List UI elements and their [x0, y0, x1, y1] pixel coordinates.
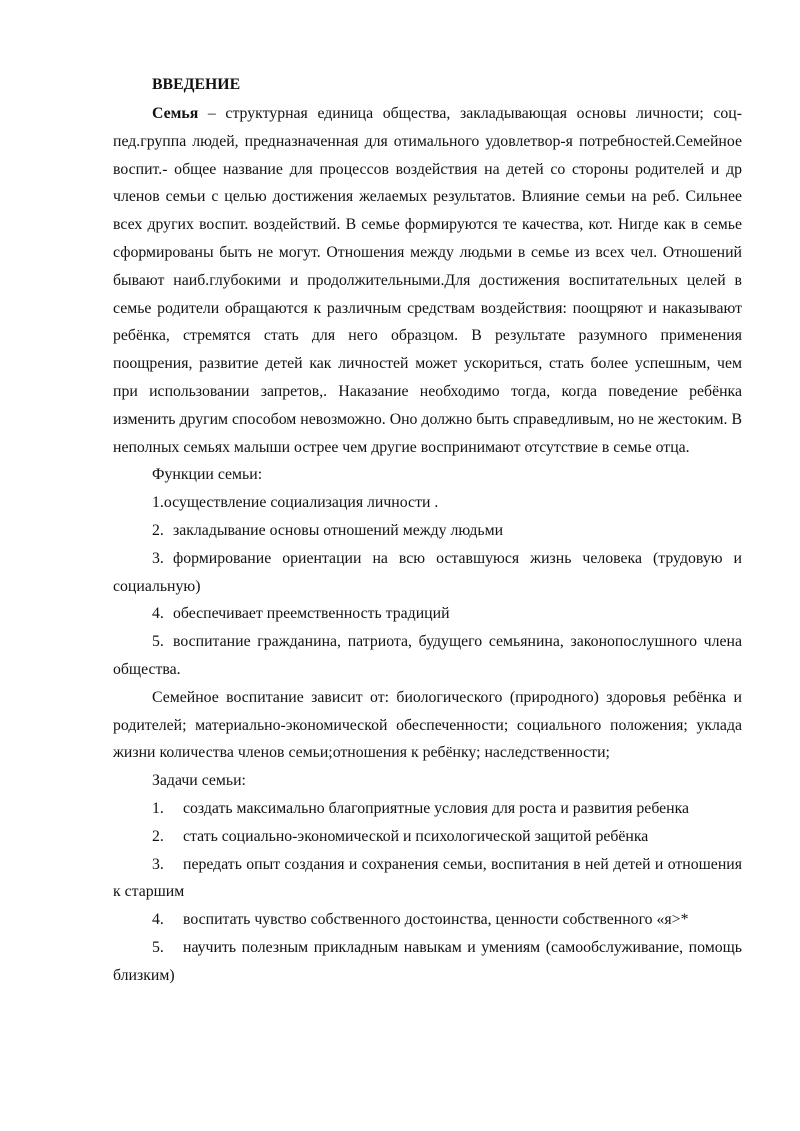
- tasks-item-number: 1.: [152, 799, 164, 817]
- tasks-item-number: 5.: [152, 938, 164, 956]
- tasks-item-3: [113, 851, 742, 907]
- functions-item-number: 1.: [152, 494, 164, 512]
- tasks-item-text: создать максимально благоприятные условия для роста и развития ребенка: [183, 799, 690, 817]
- functions-item-number: 3.: [152, 549, 164, 567]
- functions-item-2: [113, 517, 742, 545]
- functions-item-text: воспитание гражданина, патриота, будущего семьянина, законопослушного члена общества.: [113, 633, 742, 678]
- functions-item-number: 4.: [152, 605, 164, 623]
- functions-item-text: осуществление социализация личности .: [163, 494, 439, 512]
- functions-item-text: обеспечивает преемственность традиций: [173, 605, 450, 623]
- tasks-item-5: [113, 934, 742, 990]
- intro-text: – структурная единица общества, закладывающая основы личности; соц-пед.группа людей, предназначенная для отимального удовлетвор-я потребностей.Семейное воспит.- общее название для процессов воздействия на детей со стороны родителей и др членов семьи с целью достижения желаемых результатов. Влияние семьи на реб. Сильнее всех других воспит. воздействий. В семье формируются те качества, кот. Нигде как в семье сформированы быть не могут. Отношения между людьми в семье из всех чел. Отношений бывают наиб.глубокими и продолжительными.Для достижения воспитательных целей в семье родители обращаются к различным средствам воздействия: поощряют и наказывают ребёнка, стремятся стать для него образцом. В результате разумного применения поощрения, развитие детей как личностей может ускориться, стать более успешным, чем при использовании запретов,. Наказание необходимо тогда, когда поведение ребёнка изменить другим способом невозможно. Оно должно быть справедливым, но не жестоким. В неполных семьях малыши острее чем другие воспринимают отсутствие в семье отца.: [113, 105, 742, 456]
- functions-title: Функции семьи:: [152, 466, 263, 484]
- functions-item-1: [113, 489, 742, 517]
- intro-paragraph: [113, 100, 742, 461]
- tasks-item-number: 3.: [152, 855, 164, 873]
- functions-item-number: 5.: [152, 633, 164, 651]
- functions-item-number: 2.: [152, 521, 164, 539]
- tasks-title: Задачи семьи:: [152, 772, 246, 790]
- functions-item-text: формирование ориентации на всю оставшуюся жизнь человека (трудовую и социальную): [113, 549, 742, 595]
- tasks-item-2: [113, 823, 742, 851]
- tasks-item-text: стать социально-экономической и психологической защитой ребёнка: [183, 827, 649, 845]
- functions-item-4: [113, 600, 742, 628]
- tasks-item-text: научить полезным прикладным навыкам и умениям (самообслуживание, помощь близким): [113, 938, 742, 984]
- tasks-item-text: воспитать чувство собственного достоинства, ценности собственного «я>*: [183, 911, 689, 929]
- tasks-item-text: передать опыт создания и сохранения семьи, воспитания в ней детей и отношения к старшим: [113, 855, 742, 901]
- section-heading: ВВЕДЕНИЕ: [152, 76, 241, 93]
- functions-item-5: [113, 628, 742, 684]
- tasks-item-number: 2.: [152, 827, 164, 845]
- functions-item-3: [113, 545, 742, 601]
- document-page: [113, 70, 742, 990]
- tasks-item-4: [113, 906, 742, 934]
- intro-term: Семья: [152, 105, 199, 122]
- tasks-item-number: 4.: [152, 911, 164, 929]
- functions-item-text: закладывание основы отношений между людьми: [173, 521, 504, 539]
- dependence-paragraph: Семейное воспитание зависит от: биологического (природного) здоровья ребёнка и родителей; материально-экономической обеспеченности; социального положения; уклада жизни количества членов семьи;отношения к ребёнку; наследственности;: [113, 688, 742, 762]
- tasks-item-1: [113, 795, 742, 823]
